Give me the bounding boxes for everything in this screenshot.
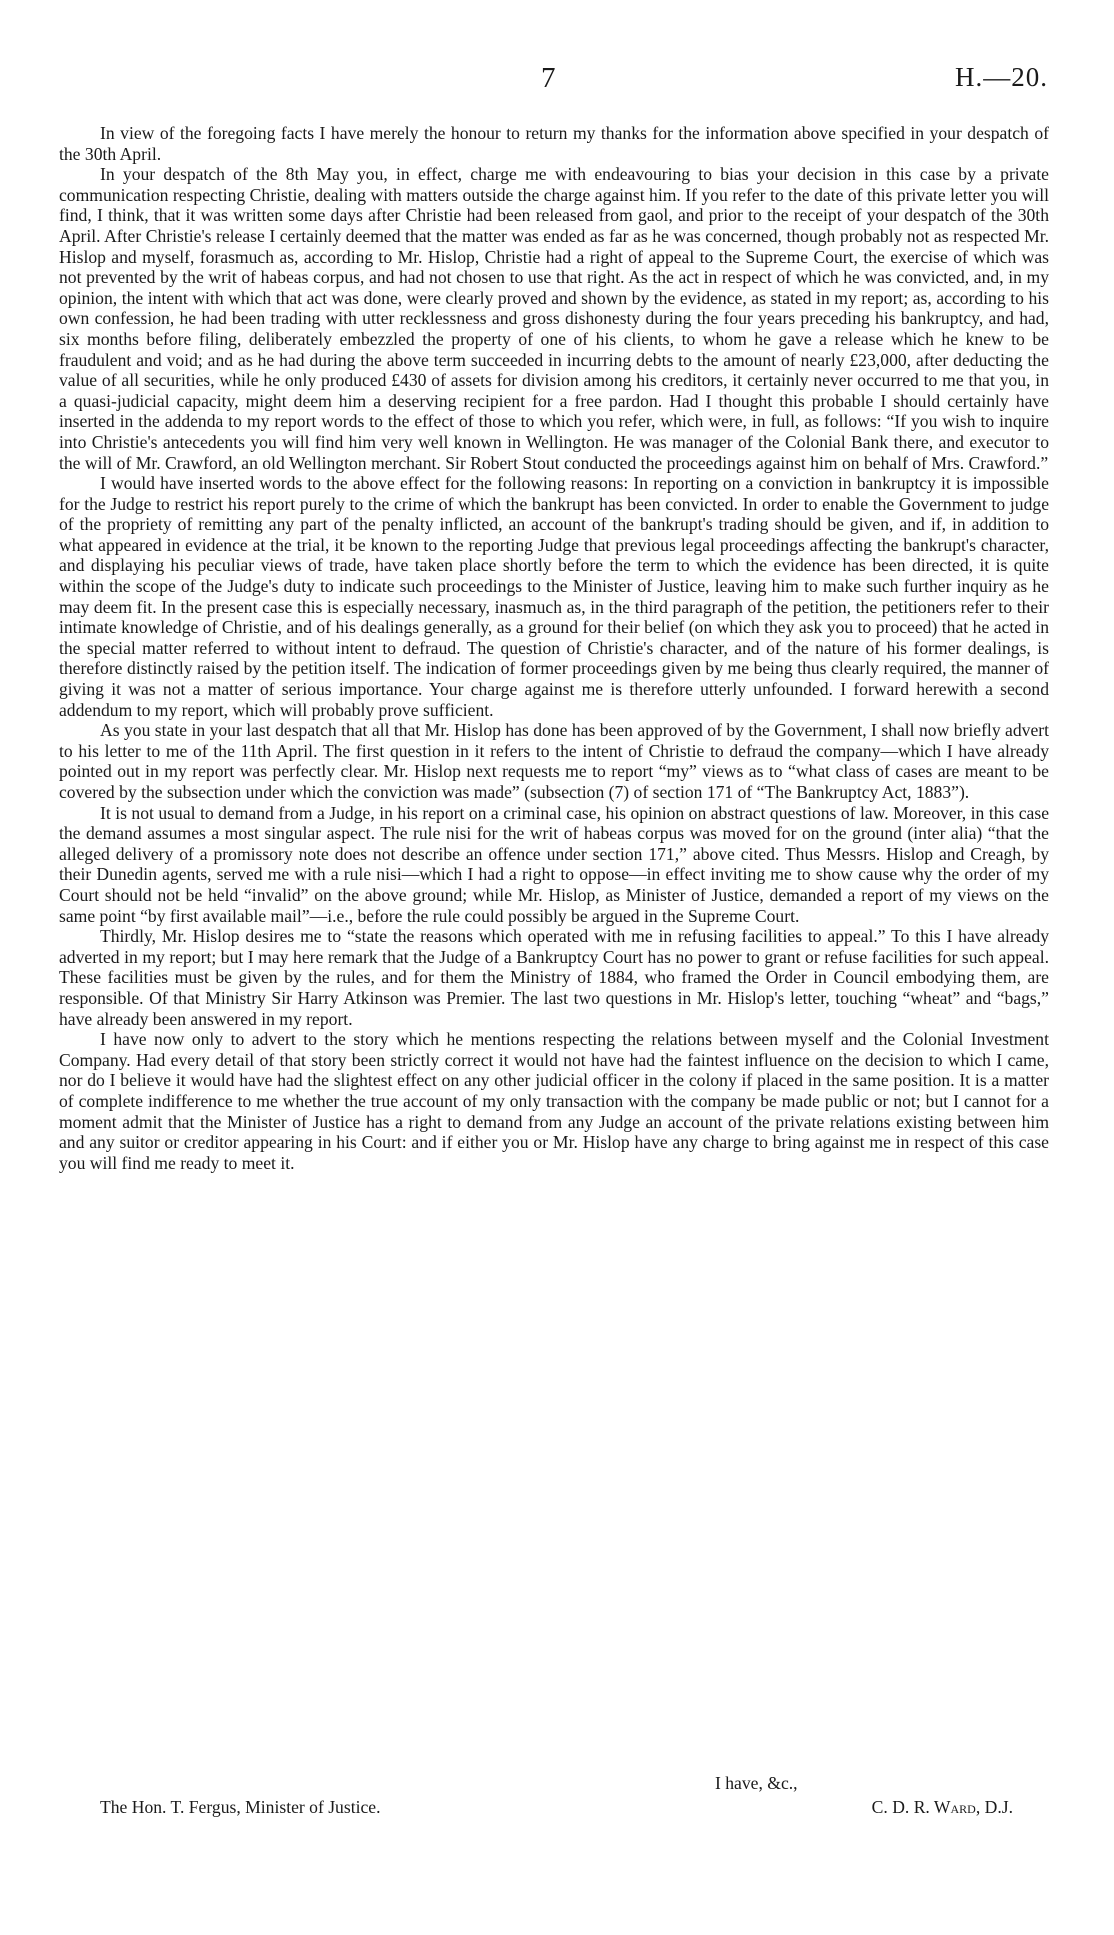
paragraph-7: I have now only to advert to the story which he mentions respecting the relations between myself and the Colonial Investment Company. Had every detail of that story been strictly correct it would not have had the faintest influence on the decision to which I came, nor do I believe it would have had the slightest effect on any other judicial officer in the colony if placed in the same position. It is a matter of complete indifference to me whether the true account of my only transaction with the company be made public or not; but I cannot for a moment admit that the Minister of Justice has a right to demand from any Judge an account of the private relations existing between him and any suitor or creditor appearing in his Court: and if either you or Mr. Hislop have any charge to bring against me in respect of this case you will find me ready to meet it.	[59, 1029, 1049, 1173]
addressee: The Hon. T. Fergus, Minister of Justice.	[100, 1797, 381, 1817]
document-reference: H.—20.	[955, 62, 1048, 92]
paragraph-6: Thirdly, Mr. Hislop desires me to “state the reasons which operated with me in refusing facilities to appeal.” To this I have already adverted in my report; but I may here remark that the Judge of a Bankruptcy Court has no power to grant or refuse facilities for such appeal. These facilities must be given by the rules, and for them the Ministry of 1884, who framed the Order in Council embodying them, are responsible. Of that Ministry Sir Harry Atkinson was Premier. The last two questions in Mr. Hislop's letter, touching “wheat” and “bags,” have already been answered in my report.	[59, 926, 1049, 1029]
paragraph-5: It is not usual to demand from a Judge, in his report on a criminal case, his opinion on abstract questions of law. Moreover, in this case the demand assumes a most singular aspect. The rule nisi for the writ of habeas corpus was moved for on the ground (inter alia) “that the alleged delivery of a promissory note does not describe an offence under section 171,” above cited. Thus Messrs. Hislop and Creagh, by their Dunedin agents, served me with a rule nisi—which I had a right to oppose—in effect inviting me to show cause why the order of my Court should not be held “invalid” on the above ground; while Mr. Hislop, as Minister of Justice, demanded a report of my views on the same point “by first available mail”—i.e., before the rule could possibly be argued in the Supreme Court.	[59, 802, 1049, 926]
page-header	[0, 62, 1114, 102]
closing-salutation: I have, &c.,	[715, 1773, 798, 1793]
signature: C. D. R. Ward, D.J.	[871, 1797, 1013, 1817]
letter-body	[59, 123, 1049, 1173]
paragraph-4: As you state in your last despatch that all that Mr. Hislop has done has been approved of by the Government, I shall now briefly advert to his letter to me of the 11th April. The first question in it refers to the intent of Christie to defraud the company—which I have already pointed out in my report was perfectly clear. Mr. Hislop next requests me to report “my” views as to “what class of cases are meant to be covered by the subsection under which the conviction was made” (subsection (7) of section 171 of “The Bankruptcy Act, 1883”).	[59, 720, 1049, 802]
paragraph-2: In your despatch of the 8th May you, in effect, charge me with endeavouring to bias your decision in this case by a private communication respecting Christie, dealing with matters outside the charge against him. If you refer to the date of this private letter you will find, I think, that it was written some days after Christie had been released from gaol, and prior to the receipt of your despatch of the 30th April. After Christie's release I certainly deemed that the matter was ended as far as he was concerned, though probably not as respected Mr. Hislop and myself, forasmuch as, according to Mr. Hislop, Christie had a right of appeal to the Supreme Court, the exercise of which was not prevented by the writ of habeas corpus, and had not chosen to use that right. As the act in respect of which he was convicted, and, in my opinion, the intent with which that act was done, were clearly proved and shown by the evidence, as stated in my report; as, according to his own confession, he had been trading with utter recklessness and gross dishonesty during the four years preceding his bankruptcy, and had, six months before filing, deliberately embezzled the property of one of his clients, to whom he gave a release which he knew to be fraudulent and void; and as he had during the above term succeeded in incurring debts to the amount of nearly £23,000, after deducting the value of all securities, while he only produced £430 of assets for division among his creditors, it certainly never occurred to me that you, in a quasi-judicial capacity, might deem him a deserving recipient for a free pardon. Had I thought this probable I should certainly have inserted in the addenda to my report words to the effect of those to which you refer, which were, in full, as follows: “If you wish to inquire into Christie's antecedents you will find him very well known in Wellington. He was manager of the Colonial Bank there, and executor to the will of Mr. Crawford, an old Wellington merchant. Sir Robert Stout conducted the proceedings against him on behalf of Mrs. Crawford.”	[59, 164, 1049, 473]
paragraph-3: I would have inserted words to the above effect for the following reasons: In reporting on a conviction in bankruptcy it is impossible for the Judge to restrict his report purely to the crime of which the bankrupt has been convicted. In order to enable the Government to judge of the propriety of remitting any part of the penalty inflicted, an account of the bankrupt's trading should be given, and if, in addition to what appeared in evidence at the trial, it be known to the reporting Judge that previous legal proceedings affecting the bankrupt's character, and displaying his peculiar views of trade, have taken place shortly before the term to which the evidence has been directed, it is quite within the scope of the Judge's duty to indicate such proceedings to the Minister of Justice, leaving him to make such further inquiry as he may deem fit. In the present case this is especially necessary, inasmuch as, in the third paragraph of the petition, the petitioners refer to their intimate knowledge of Christie, and of his dealings generally, as a ground for their belief (on which they ask you to proceed) that he acted in the special matter referred to without intent to defraud. The question of Christie's character, and of the nature of his former dealings, is therefore distinctly raised by the petition itself. The indication of former proceedings given by me being thus clearly required, the manner of giving it was not a matter of serious importance. Your charge against me is therefore utterly unfounded. I forward herewith a second addendum to my report, which will probably prove sufficient.	[59, 473, 1049, 720]
page-number: 7	[541, 62, 556, 94]
paragraph-1: In view of the foregoing facts I have merely the honour to return my thanks for the information above specified in your despatch of the 30th April.	[59, 123, 1049, 164]
address-line	[59, 1797, 1054, 1821]
